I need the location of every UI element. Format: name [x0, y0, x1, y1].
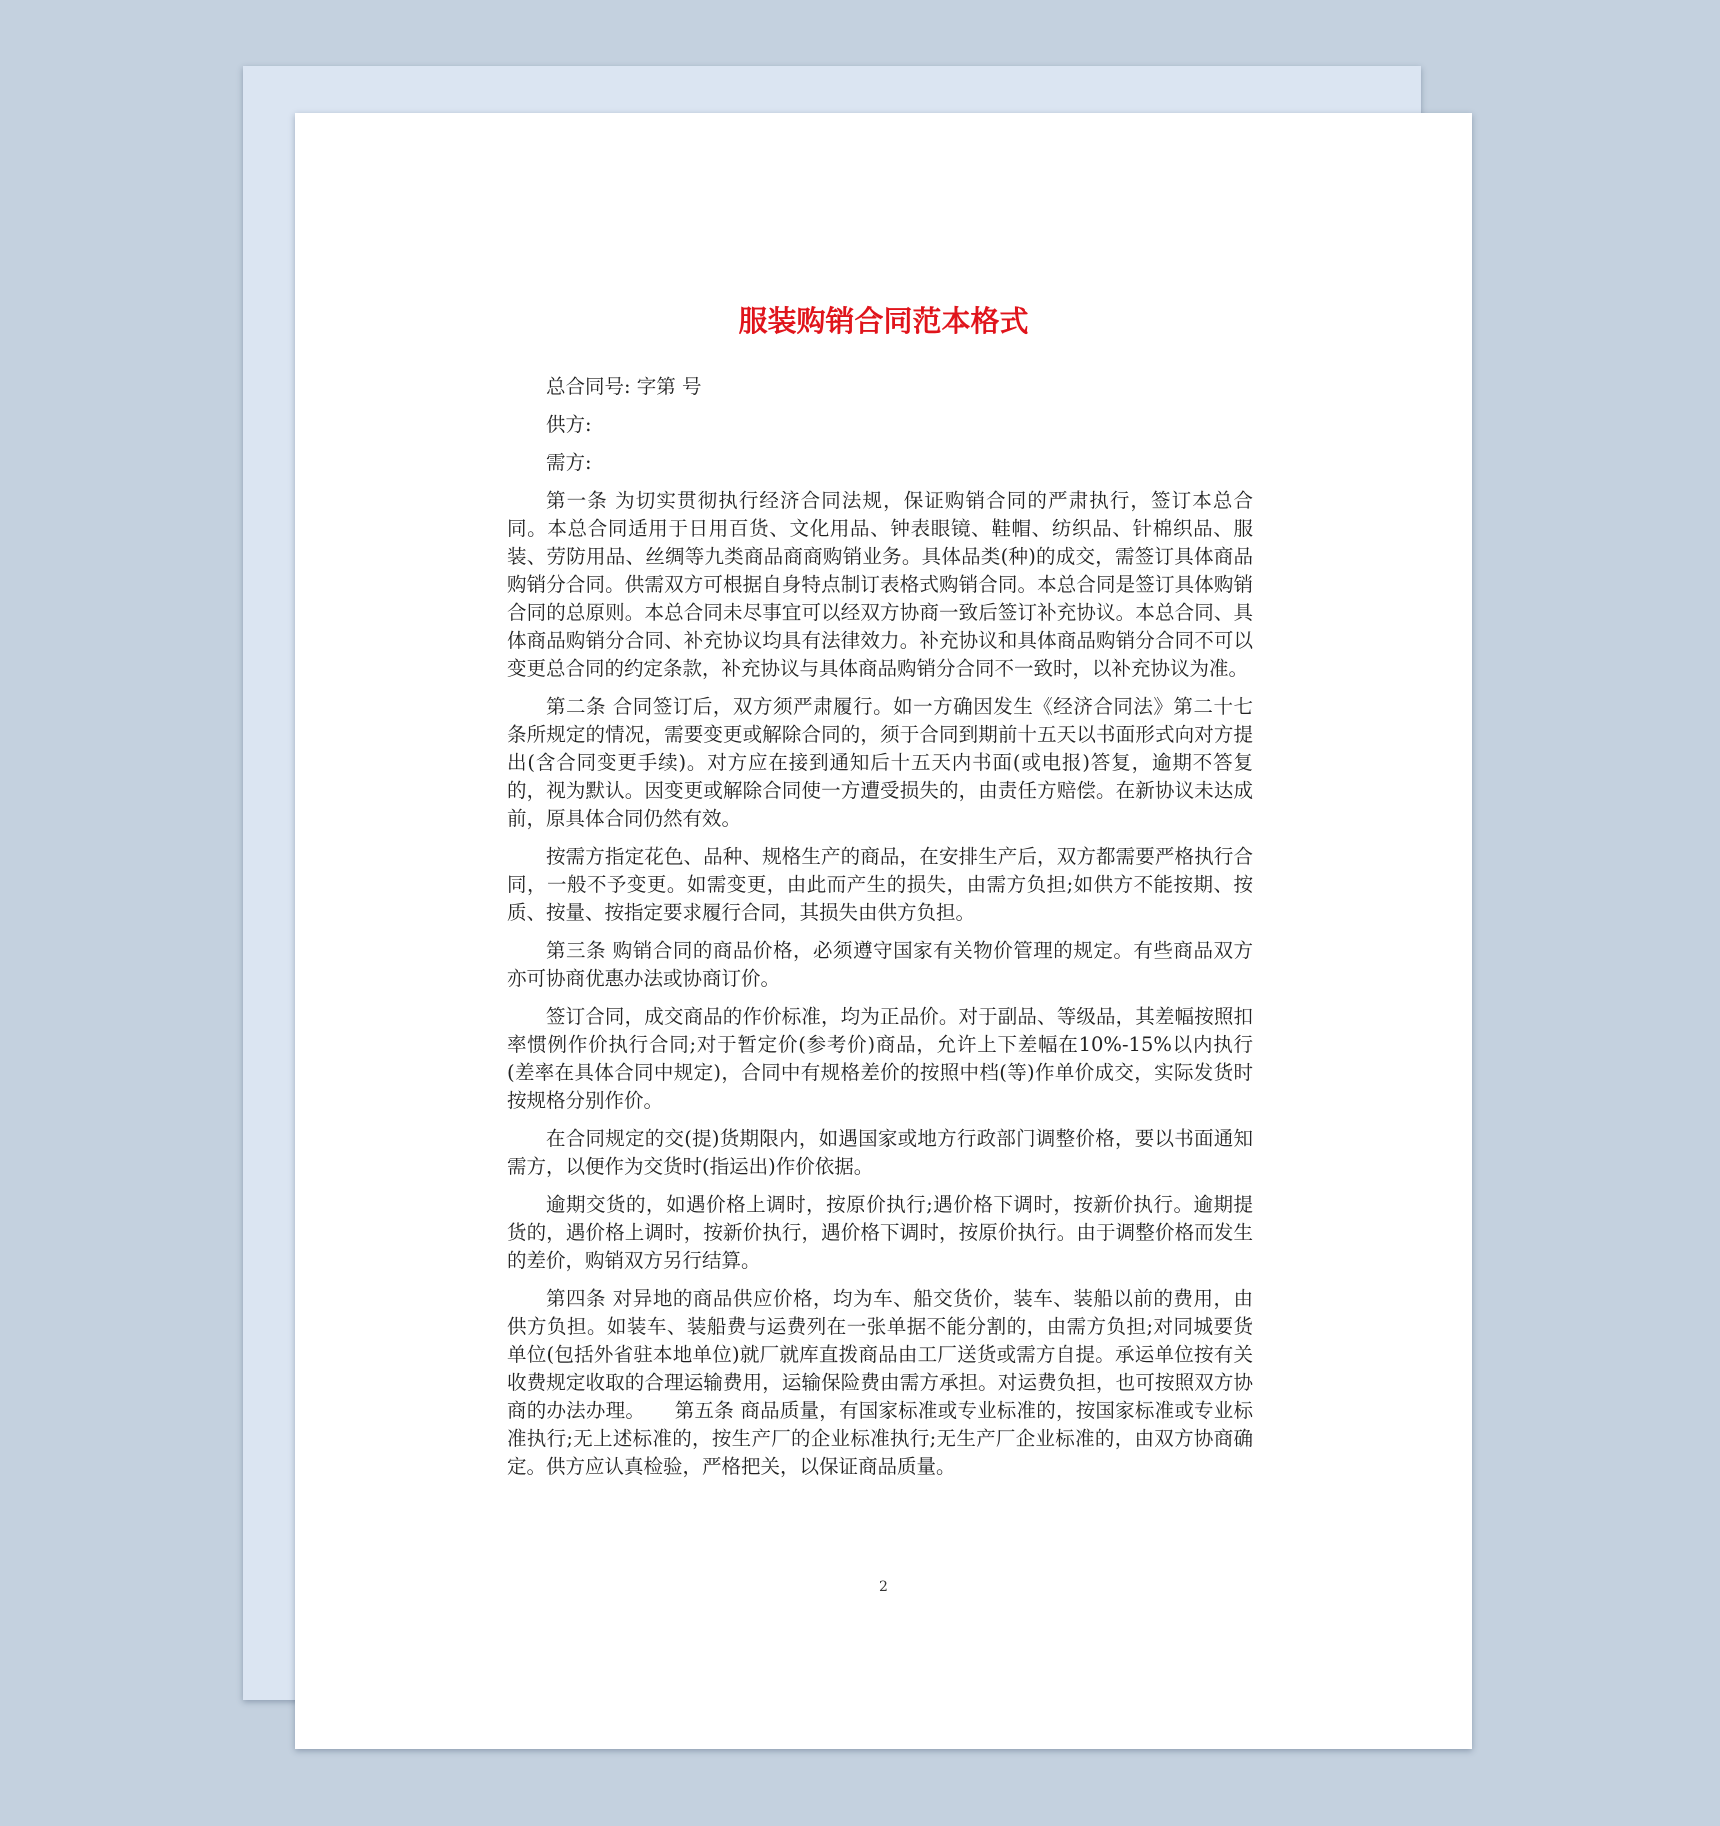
paragraph-article-3: 第三条 购销合同的商品价格，必须遵守国家有关物价管理的规定。有些商品双方亦可协商优惠办法或协商订价。 — [507, 939, 1253, 990]
document-page — [295, 113, 1472, 1749]
paragraph-buyer-specified-goods: 按需方指定花色、品种、规格生产的商品，在安排生产后，双方都需要严格执行合同，一般不予变更。如需变更，由此而产生的损失，由需方负担;如供方不能按期、按质、按量、按指定要求履行合同，其损失由供方负担。 — [507, 845, 1253, 924]
page-number: 2 — [879, 1579, 888, 1595]
buyer-line: 需方: — [546, 451, 592, 474]
paragraph-article-4-5: 第四条 对异地的商品供应价格，均为车、船交货价，装车、装船以前的费用，由供方负担。如装车、装船费与运费列在一张单据不能分割的，由需方负担;对同城要货单位(包括外省驻本地单位)就厂就库直拨商品由工厂送货或需方自提。承运单位按有关收费规定收取的合理运输费用，运输保险费由需方承担。对运费负担，也可按照双方协商的办法办理。 第五条 商品质量，有国家标准或专业标准的，按国家标准或专业标准执行;无上述标准的，按生产厂的企业标准执行;无生产厂企业标准的，由双方协商确定。供方应认真检验，严格把关，以保证商品质量。 — [507, 1287, 1253, 1478]
paragraph-pricing-standard: 签订合同，成交商品的作价标准，均为正品价。对于副品、等级品，其差幅按照扣率惯例作价执行合同;对于暂定价(参考价)商品，允许上下差幅在10%-15%以内执行(差率在具体合同中规定)，合同中有规格差价的按照中档(等)作单价成交，实际发货时按规格分别作价。 — [507, 1005, 1253, 1112]
paragraph-price-adjustment: 在合同规定的交(提)货期限内，如遇国家或地方行政部门调整价格，要以书面通知需方，以便作为交货时(指运出)作价依据。 — [507, 1127, 1253, 1178]
paragraph-article-1: 第一条 为切实贯彻执行经济合同法规，保证购销合同的严肃执行，签订本总合同。本总合同适用于日用百货、文化用品、钟表眼镜、鞋帽、纺织品、针棉织品、服装、劳防用品、丝绸等九类商品商商购销业务。具体品类(种)的成交，需签订具体商品购销分合同。供需双方可根据自身特点制订表格式购销合同。本总合同是签订具体购销合同的总原则。本总合同未尽事宜可以经双方协商一致后签订补充协议。本总合同、具体商品购销分合同、补充协议均具有法律效力。补充协议和具体商品购销分合同不可以变更总合同的约定条款，补充协议与具体商品购销分合同不一致时，以补充协议为准。 — [507, 489, 1253, 680]
supplier-line: 供方: — [546, 413, 592, 436]
document-title: 服装购销合同范本格式 — [738, 304, 1029, 338]
paragraph-late-delivery: 逾期交货的，如遇价格上调时，按原价执行;遇价格下调时，按新价执行。逾期提货的，遇价格上调时，按新价执行，遇价格下调时，按原价执行。由于调整价格而发生的差价，购销双方另行结算。 — [507, 1193, 1253, 1272]
contract-number-line: 总合同号: 字第 号 — [546, 375, 702, 398]
document-body — [507, 373, 1253, 1491]
paragraph-article-2: 第二条 合同签订后，双方须严肃履行。如一方确因发生《经济合同法》第二十七条所规定的情况，需要变更或解除合同的，须于合同到期前十五天以书面形式向对方提出(含合同变更手续)。对方应在接到通知后十五天内书面(或电报)答复，逾期不答复的，视为默认。因变更或解除合同使一方遭受损失的，由责任方赔偿。在新协议未达成前，原具体合同仍然有效。 — [507, 695, 1253, 830]
